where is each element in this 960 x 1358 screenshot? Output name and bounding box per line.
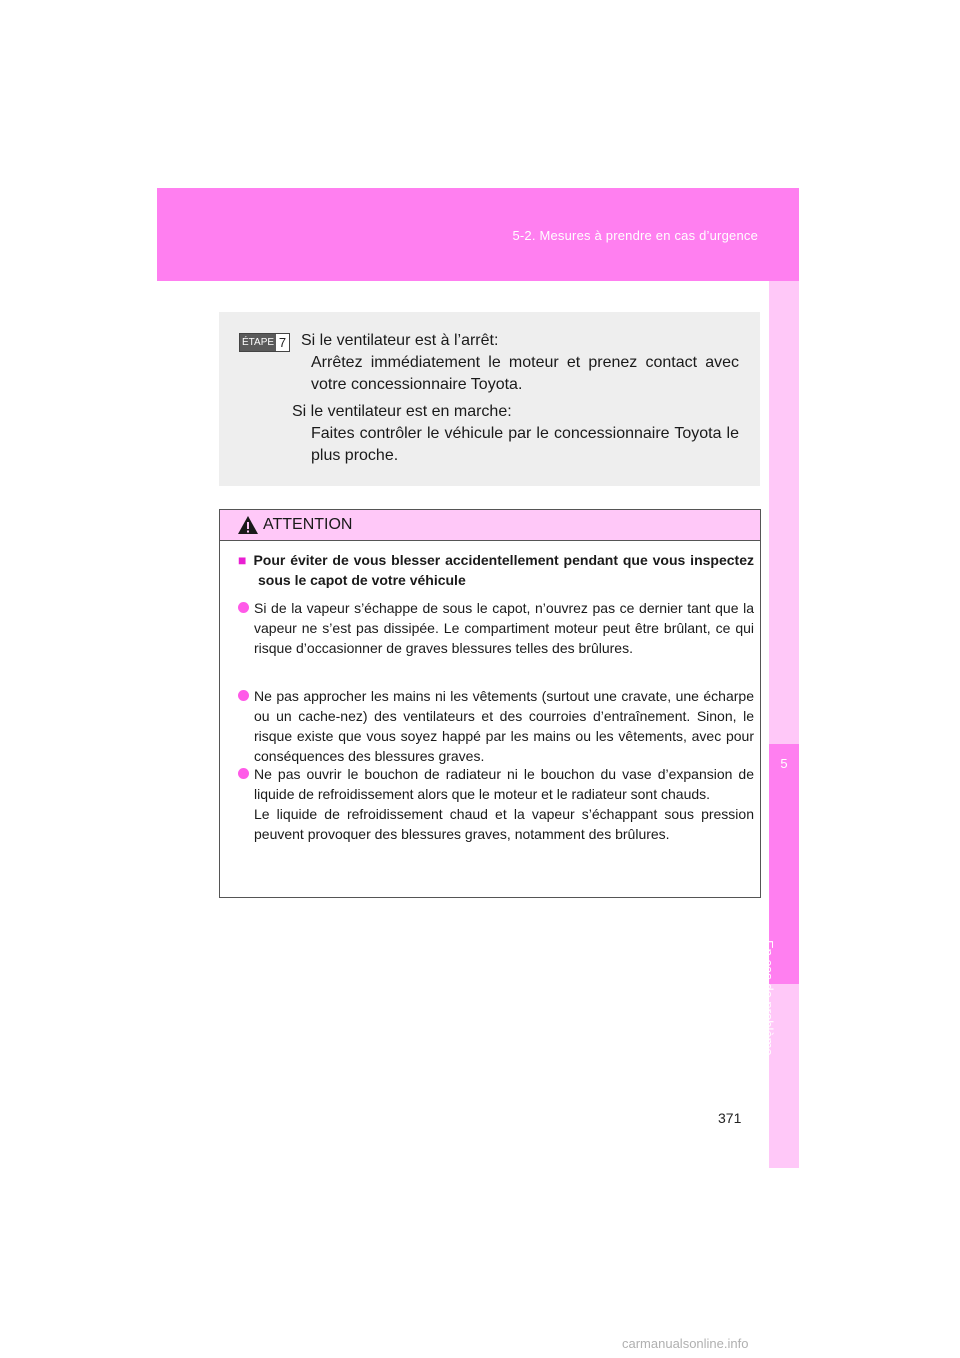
attention-bullet-body (254, 764, 754, 844)
attention-bullet (238, 598, 754, 658)
step-badge-number: 7 (278, 335, 287, 350)
attention-bullet-text: Ne pas approcher les mains ni les vêtements (surtout une cravate, une écharpe ou un cache-nez) des ventilateurs et des courroies d’entraînement. Sinon, le risque existe que vous soyez happé par les mains ou les vêtements, avec pour conséquences des blessures graves. (254, 688, 754, 764)
attention-bullet-text: Si de la vapeur s’échappe de sous le capot, n’ouvrez pas ce dernier tant que la vapeur ne s’est pas dissipée. Le compartiment moteur peut être brûlant, ce qui risque d’occasionner de graves blessures telles des brûlures. (254, 600, 754, 656)
attention-bullet (238, 686, 754, 766)
circle-bullet-icon (238, 690, 249, 701)
attention-bullet-text: Ne pas ouvrir le bouchon de radiateur ni le bouchon du vase d’expansion de liquide de refroidissement alors que le moteur et le radiateur sont chauds. (254, 766, 754, 802)
step-badge (239, 333, 290, 352)
attention-bullet (238, 764, 754, 844)
step-case1-condition: Si le ventilateur est à l’arrêt: (301, 332, 499, 349)
step-case2-action: Faites contrôler le véhicule par le concessionnaire Toyota le plus proche. (311, 425, 739, 464)
chapter-tab[interactable] (761, 744, 799, 1056)
attention-title: ATTENTION (263, 516, 353, 533)
page-number: 371 (718, 1110, 742, 1126)
header-band (157, 188, 799, 281)
attention-heading (238, 550, 754, 590)
attention-header (220, 510, 760, 541)
step-box (219, 312, 760, 486)
circle-bullet-icon (238, 768, 249, 779)
warning-triangle-icon (237, 515, 259, 535)
attention-heading-text: Pour éviter de vous blesser accidentellement pendant que vous inspectez sous le capot de votre véhicule (253, 552, 754, 588)
section-title: 5-2. Mesures à prendre en cas d’urgence (512, 228, 758, 243)
chapter-number: 5 (780, 756, 788, 771)
watermark: carmanualsonline.info (622, 1336, 749, 1351)
chapter-label: En cas de problème (761, 940, 776, 1056)
circle-bullet-icon (238, 602, 249, 613)
attention-bullet-text-continued: Le liquide de refroidissement chaud et la vapeur s’échappant sous pression peuvent provoquer des blessures graves, notamment des brûlures. (254, 806, 754, 842)
square-bullet-icon: ■ (238, 552, 248, 568)
step-case2-condition: Si le ventilateur est en marche: (292, 403, 512, 420)
step-badge-word: ÉTAPE (240, 334, 276, 351)
step-case1-action: Arrêtez immédiatement le moteur et prenez contact avec votre concessionnaire Toyota. (311, 354, 739, 393)
attention-box (219, 509, 761, 898)
